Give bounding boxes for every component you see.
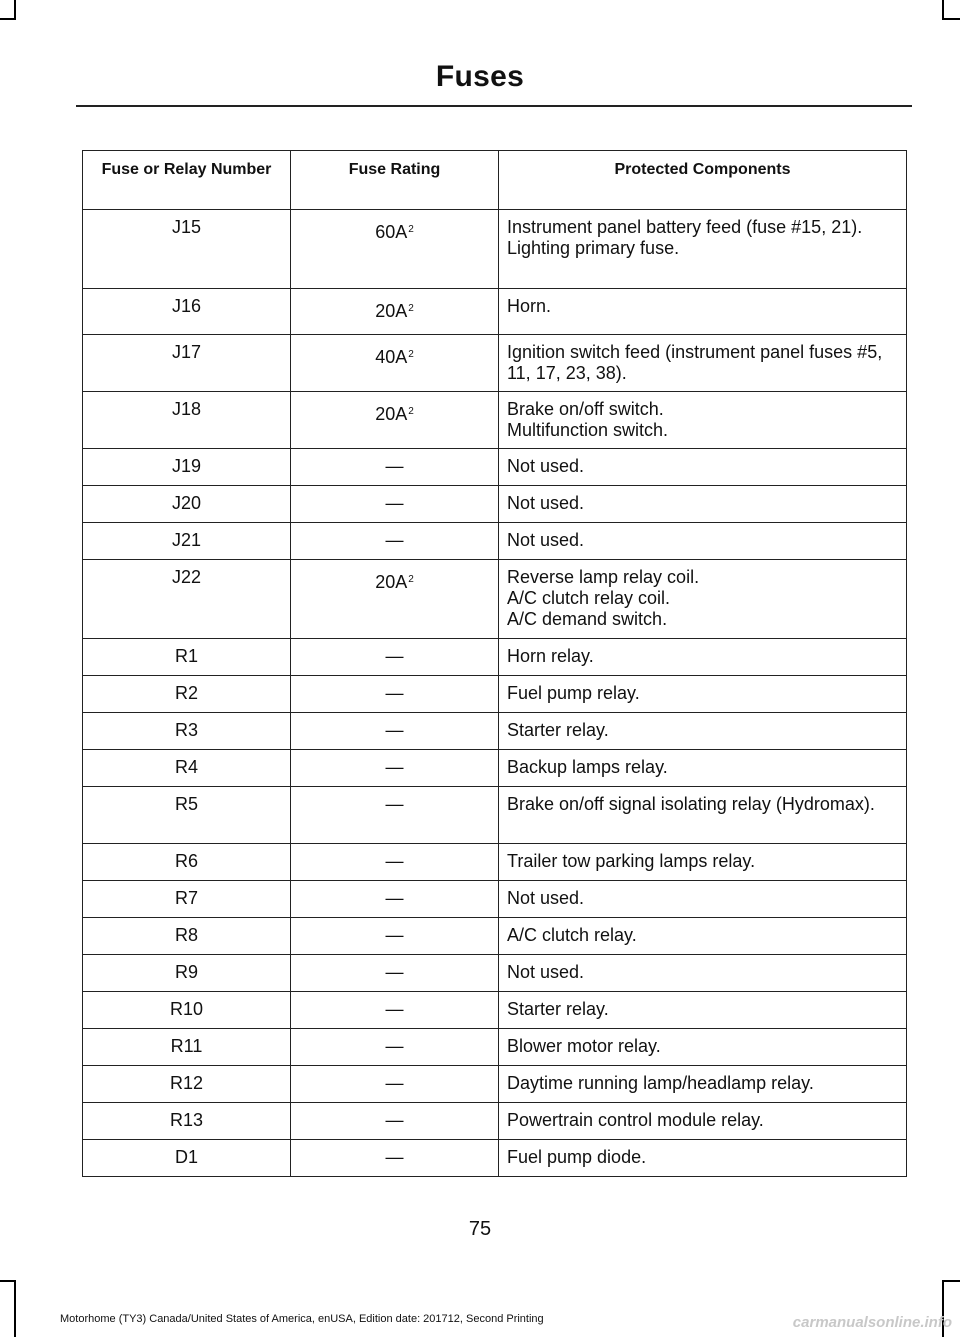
component-line: Horn. <box>507 296 552 316</box>
component-line: Instrument panel battery feed (fuse #15, 21). <box>507 217 863 237</box>
fuse-number: R8 <box>83 918 291 955</box>
fuse-rating-value: — <box>385 683 404 703</box>
fuse-number: R11 <box>83 1029 291 1066</box>
protected-components <box>499 639 907 676</box>
fuse-rating <box>291 289 499 335</box>
fuse-number: R2 <box>83 676 291 713</box>
fuse-rating <box>291 639 499 676</box>
fuse-rating <box>291 560 499 639</box>
fuse-rating <box>291 918 499 955</box>
table-row <box>83 210 907 289</box>
component-line: Starter relay. <box>507 720 609 740</box>
protected-components <box>499 955 907 992</box>
component-line: Starter relay. <box>507 999 609 1019</box>
table-row <box>83 560 907 639</box>
component-line: Not used. <box>507 888 585 908</box>
fuse-number: R9 <box>83 955 291 992</box>
fuse-number: J17 <box>83 335 291 392</box>
fuse-rating <box>291 486 499 523</box>
table-row <box>83 676 907 713</box>
watermark: carmanualsonline.info <box>792 1314 952 1331</box>
column-header-components: Protected Components <box>499 151 907 210</box>
fuse-number: J19 <box>83 449 291 486</box>
component-line: Brake on/off switch. <box>507 399 664 419</box>
fuse-rating <box>291 955 499 992</box>
fuse-rating-value: 40A <box>375 347 408 367</box>
component-line: Not used. <box>507 530 585 550</box>
fuse-rating <box>291 1140 499 1177</box>
protected-components <box>499 881 907 918</box>
fuse-number: J22 <box>83 560 291 639</box>
table-row <box>83 750 907 787</box>
fuse-rating <box>291 392 499 449</box>
fuse-rating <box>291 844 499 881</box>
fuse-rating-value: — <box>385 530 404 550</box>
fuse-rating-value: 20A <box>375 301 408 321</box>
fuse-rating-value: — <box>385 962 404 982</box>
header-divider <box>76 105 912 107</box>
page-title: Fuses <box>435 60 525 93</box>
fuse-rating-value: — <box>385 1147 404 1167</box>
protected-components <box>499 335 907 392</box>
protected-components <box>499 844 907 881</box>
fuse-number: J18 <box>83 392 291 449</box>
fuse-rating <box>291 335 499 392</box>
table-row <box>83 1029 907 1066</box>
fuse-rating <box>291 992 499 1029</box>
footnote-marker: 2 <box>408 406 414 417</box>
protected-components <box>499 918 907 955</box>
fuse-table-body <box>83 210 907 1177</box>
component-line: Not used. <box>507 493 585 513</box>
component-line: Powertrain control module relay. <box>507 1110 764 1130</box>
protected-components <box>499 1029 907 1066</box>
fuse-rating <box>291 787 499 844</box>
footnote-marker: 2 <box>408 303 414 314</box>
table-row <box>83 992 907 1029</box>
crop-mark <box>0 18 16 20</box>
fuse-number: R6 <box>83 844 291 881</box>
component-line: Backup lamps relay. <box>507 757 668 777</box>
fuse-rating-value: 60A <box>375 222 408 242</box>
column-header-number: Fuse or Relay Number <box>83 151 291 210</box>
fuse-rating-value: 20A <box>375 404 408 424</box>
table-row <box>83 449 907 486</box>
fuse-rating <box>291 210 499 289</box>
protected-components <box>499 1066 907 1103</box>
component-line: A/C clutch relay coil. <box>507 588 671 608</box>
fuse-number: D1 <box>83 1140 291 1177</box>
column-header-rating: Fuse Rating <box>291 151 499 210</box>
component-line: Horn relay. <box>507 646 594 666</box>
protected-components <box>499 449 907 486</box>
table-row <box>83 335 907 392</box>
protected-components <box>499 486 907 523</box>
component-line: Multifunction switch. <box>507 420 669 440</box>
footnote-marker: 2 <box>408 349 414 360</box>
fuse-rating-value: — <box>385 794 404 814</box>
footnote-marker: 2 <box>408 224 414 235</box>
fuse-rating <box>291 713 499 750</box>
fuse-rating-value: — <box>385 851 404 871</box>
protected-components <box>499 750 907 787</box>
crop-mark <box>942 0 944 20</box>
protected-components <box>499 676 907 713</box>
table-row <box>83 486 907 523</box>
fuse-number: R10 <box>83 992 291 1029</box>
fuse-rating-value: — <box>385 1110 404 1130</box>
protected-components <box>499 1140 907 1177</box>
crop-mark <box>14 0 16 20</box>
fuse-table <box>82 150 907 1177</box>
table-row <box>83 1140 907 1177</box>
fuse-rating-value: — <box>385 646 404 666</box>
table-header-row <box>83 151 907 210</box>
component-line: Lighting primary fuse. <box>507 238 680 258</box>
fuse-number: J20 <box>83 486 291 523</box>
component-line: Daytime running lamp/headlamp relay. <box>507 1073 814 1093</box>
fuse-rating <box>291 750 499 787</box>
table-row <box>83 881 907 918</box>
crop-mark <box>0 1280 16 1282</box>
protected-components <box>499 1103 907 1140</box>
table-row <box>83 918 907 955</box>
table-row <box>83 787 907 844</box>
fuse-number: R13 <box>83 1103 291 1140</box>
table-row <box>83 639 907 676</box>
table-row <box>83 844 907 881</box>
table-row <box>83 1103 907 1140</box>
fuse-rating <box>291 449 499 486</box>
fuse-number: R7 <box>83 881 291 918</box>
fuse-number: J15 <box>83 210 291 289</box>
component-line: Not used. <box>507 962 585 982</box>
fuse-rating-value: — <box>385 999 404 1019</box>
fuse-rating <box>291 1103 499 1140</box>
component-line: Blower motor relay. <box>507 1036 661 1056</box>
component-line: Reverse lamp relay coil. <box>507 567 700 587</box>
fuse-rating <box>291 1066 499 1103</box>
fuse-rating-value: — <box>385 888 404 908</box>
protected-components <box>499 523 907 560</box>
fuse-rating-value: — <box>385 720 404 740</box>
protected-components <box>499 289 907 335</box>
crop-mark <box>942 1280 960 1282</box>
fuse-number: J21 <box>83 523 291 560</box>
fuse-rating <box>291 523 499 560</box>
protected-components <box>499 992 907 1029</box>
table-row <box>83 392 907 449</box>
protected-components <box>499 210 907 289</box>
component-line: A/C demand switch. <box>507 609 668 629</box>
protected-components <box>499 787 907 844</box>
component-line: Trailer tow parking lamps relay. <box>507 851 756 871</box>
fuse-rating-value: — <box>385 1073 404 1093</box>
table-row <box>83 1066 907 1103</box>
footnote-marker: 2 <box>408 574 414 585</box>
table-row <box>83 289 907 335</box>
table-row <box>83 713 907 750</box>
component-line: Brake on/off signal isolating relay (Hydromax). <box>507 794 875 814</box>
crop-mark <box>942 18 960 20</box>
fuse-number: J16 <box>83 289 291 335</box>
protected-components <box>499 392 907 449</box>
table-row <box>83 955 907 992</box>
fuse-number: R1 <box>83 639 291 676</box>
component-line: Fuel pump diode. <box>507 1147 647 1167</box>
edition-footer: Motorhome (TY3) Canada/United States of America, enUSA, Edition date: 201712, Second Printing <box>60 1313 544 1325</box>
fuse-rating <box>291 676 499 713</box>
fuse-number: R3 <box>83 713 291 750</box>
component-line: Not used. <box>507 456 585 476</box>
fuse-rating-value: — <box>385 1036 404 1056</box>
fuse-rating-value: — <box>385 925 404 945</box>
page-number: 75 <box>468 1218 492 1240</box>
component-line: A/C clutch relay. <box>507 925 637 945</box>
fuse-rating-value: — <box>385 456 404 476</box>
fuse-rating-value: 20A <box>375 572 408 592</box>
fuse-number: R12 <box>83 1066 291 1103</box>
protected-components <box>499 713 907 750</box>
table-row <box>83 523 907 560</box>
fuse-number: R5 <box>83 787 291 844</box>
fuse-rating-value: — <box>385 757 404 777</box>
crop-mark <box>14 1280 16 1337</box>
fuse-number: R4 <box>83 750 291 787</box>
component-line: Fuel pump relay. <box>507 683 640 703</box>
fuse-rating <box>291 881 499 918</box>
component-line: Ignition switch feed (instrument panel fuses #5, 11, 17, 23, 38). <box>507 342 883 383</box>
protected-components <box>499 560 907 639</box>
fuse-rating-value: — <box>385 493 404 513</box>
fuse-rating <box>291 1029 499 1066</box>
